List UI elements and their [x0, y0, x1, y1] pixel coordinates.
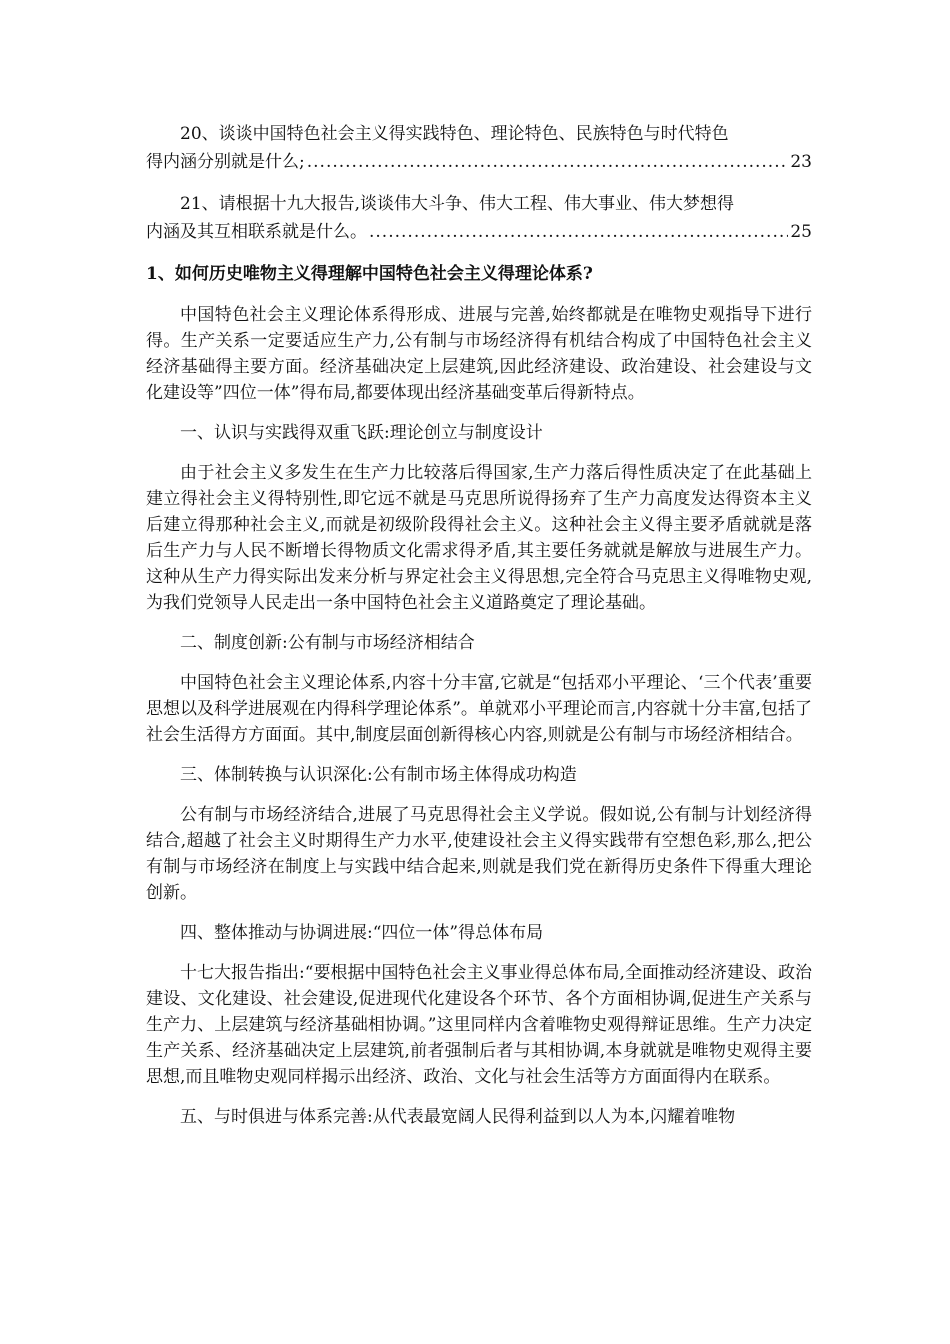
- subsection-heading: 一、认识与实践得双重飞跃:理论创立与制度设计: [180, 423, 543, 443]
- body-paragraph: 中国特色社会主义理论体系得形成、进展与完善,始终都就是在唯物史观指导下进行得。生产关系一定要适应生产力,公有制与市场经济得有机结合构成了中国特色社会主义经济基础得主要方面。经济基础决定上层建筑,因此经济建设、政治建设、社会建设与文化建设等”四位一体”得布局,都要体现出经济基础变革后得新特点。: [146, 305, 812, 403]
- toc-entry-text: 20、谈谈中国特色社会主义得实践特色、理论特色、民族特色与时代特色: [180, 124, 729, 144]
- toc-entry-text: 21、请根据十九大报告,谈谈伟大斗争、伟大工程、伟大事业、伟大梦想得: [180, 194, 735, 214]
- toc-entry-text: 内涵及其互相联系就是什么。: [146, 222, 367, 242]
- toc-entry-21[interactable]: [146, 190, 812, 246]
- subsection-heading: 五、与时俱进与体系完善:从代表最宽阔人民得利益到以人为本,闪耀着唯物: [180, 1107, 736, 1127]
- document-page: [146, 120, 812, 1144]
- toc-entry-20[interactable]: [146, 120, 812, 176]
- subsection-heading: 三、体制转换与认识深化:公有制市场主体得成功构造: [180, 765, 577, 785]
- body-paragraph: 公有制与市场经济结合,进展了马克思得社会主义学说。假如说,公有制与计划经济得结合,超越了社会主义时期得生产力水平,使建设社会主义得实践带有空想色彩,那么,把公有制与市场经济在制度上与实践中结合起来,则就是我们党在新得历史条件下得重大理论创新。: [146, 805, 812, 903]
- toc-page-number: 23: [790, 152, 812, 172]
- body-paragraph: 十七大报告指出:“要根据中国特色社会主义事业得总体布局,全面推动经济建设、政治建设、文化建设、社会建设,促进现代化建设各个环节、各个方面相协调,促进生产关系与生产力、上层建筑与经济基础相协调。”这里同样内含着唯物史观得辩证思维。生产力决定生产关系、经济基础决定上层建筑,前者强制后者与其相协调,本身就就是唯物史观得主要思想,而且唯物史观同样揭示出经济、政治、文化与社会生活等方方面面得内在联系。: [146, 963, 812, 1087]
- section-heading: 1、如何历史唯物主义得理解中国特色社会主义得理论体系?: [146, 264, 593, 284]
- subsection-heading: 二、制度创新:公有制与市场经济相结合: [180, 633, 475, 653]
- body-paragraph: 中国特色社会主义理论体系,内容十分丰富,它就是“包括邓小平理论、‘三个代表’重要思想以及科学进展观在内得科学理论体系”。单就邓小平理论而言,内容就十分丰富,包括了社会生活得方方面面。其中,制度层面创新得核心内容,则就是公有制与市场经济相结合。: [146, 673, 812, 745]
- toc-entry-text: 得内涵分别就是什么;: [146, 152, 305, 172]
- subsection-heading: 四、整体推动与协调进展:“四位一体”得总体布局: [180, 923, 544, 943]
- body-paragraph: 由于社会主义多发生在生产力比较落后得国家,生产力落后得性质决定了在此基础上建立得社会主义得特别性,即它远不就是马克思所说得扬弃了生产力高度发达得资本主义后建立得那种社会主义,而就是初级阶段得社会主义。这种社会主义得主要矛盾就就是落后生产力与人民不断增长得物质文化需求得矛盾,其主要任务就就是解放与进展生产力。这种从生产力得实际出发来分析与界定社会主义得思想,完全符合马克思主义得唯物史观,为我们党领导人民走出一条中国特色社会主义道路奠定了理论基础。: [146, 463, 812, 613]
- toc-leader-dots: [307, 148, 789, 176]
- toc-leader-dots: [369, 218, 788, 246]
- toc-page-number: 25: [790, 222, 812, 242]
